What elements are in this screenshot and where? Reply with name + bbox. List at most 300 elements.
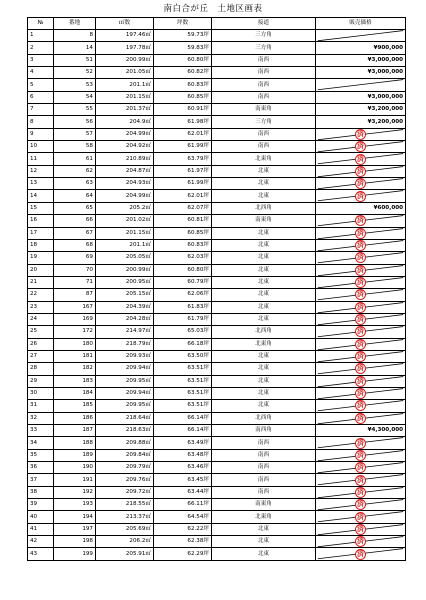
sold-seal-icon: 済 bbox=[357, 327, 364, 336]
table-row bbox=[28, 42, 406, 54]
header-area: ㎡数 bbox=[96, 18, 154, 30]
row-no: 41 bbox=[28, 523, 54, 535]
row-lot: 169 bbox=[54, 313, 96, 325]
row-price bbox=[316, 153, 406, 165]
row-no: 30 bbox=[28, 387, 54, 399]
row-price bbox=[316, 301, 406, 313]
row-area: 214.97㎡ bbox=[96, 326, 154, 338]
row-no: 4 bbox=[28, 67, 54, 79]
row-tsubo: 59.73坪 bbox=[154, 30, 212, 42]
row-tsubo: 60.91坪 bbox=[154, 104, 212, 116]
row-road: 南西 bbox=[212, 128, 316, 140]
row-price bbox=[316, 141, 406, 153]
row-no: 20 bbox=[28, 264, 54, 276]
table-row bbox=[28, 375, 406, 387]
row-lot: 58 bbox=[54, 141, 96, 153]
row-no: 19 bbox=[28, 252, 54, 264]
sold-seal-icon: 済 bbox=[357, 475, 364, 484]
row-road: 北東角 bbox=[212, 153, 316, 165]
row-no: 6 bbox=[28, 91, 54, 103]
row-tsubo: 60.85坪 bbox=[154, 91, 212, 103]
row-lot: 193 bbox=[54, 499, 96, 511]
row-tsubo: 60.83坪 bbox=[154, 79, 212, 91]
row-area: 206.2㎡ bbox=[96, 536, 154, 548]
table-row bbox=[28, 79, 406, 91]
row-road: 北東 bbox=[212, 350, 316, 362]
row-road: 北東 bbox=[212, 190, 316, 202]
row-road: 北東 bbox=[212, 239, 316, 251]
row-area: 205.05㎡ bbox=[96, 252, 154, 264]
row-lot: 57 bbox=[54, 128, 96, 140]
row-lot: 70 bbox=[54, 264, 96, 276]
table-row bbox=[28, 165, 406, 177]
row-area: 201.05㎡ bbox=[96, 67, 154, 79]
row-no: 27 bbox=[28, 350, 54, 362]
row-road: 南西角 bbox=[212, 425, 316, 437]
table-row bbox=[28, 350, 406, 362]
row-no: 21 bbox=[28, 276, 54, 288]
row-tsubo: 66.14坪 bbox=[154, 412, 212, 424]
row-lot: 8 bbox=[54, 30, 96, 42]
table-row bbox=[28, 548, 406, 560]
sold-seal-icon: 済 bbox=[357, 389, 364, 398]
row-area: 204.99㎡ bbox=[96, 128, 154, 140]
row-road: 北東 bbox=[212, 264, 316, 276]
row-price bbox=[316, 289, 406, 301]
table-row bbox=[28, 54, 406, 66]
row-tsubo: 61.99坪 bbox=[154, 141, 212, 153]
row-lot: 191 bbox=[54, 474, 96, 486]
row-lot: 189 bbox=[54, 449, 96, 461]
row-tsubo: 62.01坪 bbox=[154, 190, 212, 202]
row-price: ¥3,000,000 bbox=[316, 54, 406, 66]
table-row bbox=[28, 141, 406, 153]
row-area: 204.92㎡ bbox=[96, 141, 154, 153]
row-tsubo: 60.79坪 bbox=[154, 276, 212, 288]
sold-seal-icon: 済 bbox=[357, 241, 364, 250]
table-row bbox=[28, 178, 406, 190]
sold-seal-icon: 済 bbox=[357, 228, 364, 237]
row-price bbox=[316, 536, 406, 548]
row-no: 3 bbox=[28, 54, 54, 66]
sold-seal-icon: 済 bbox=[357, 302, 364, 311]
table-row bbox=[28, 425, 406, 437]
table-row bbox=[28, 387, 406, 399]
row-tsubo: 63.51坪 bbox=[154, 400, 212, 412]
row-lot: 197 bbox=[54, 523, 96, 535]
row-road: 南東角 bbox=[212, 215, 316, 227]
row-tsubo: 62.07坪 bbox=[154, 202, 212, 214]
table-row bbox=[28, 499, 406, 511]
row-area: 209.93㎡ bbox=[96, 350, 154, 362]
row-road: 北東 bbox=[212, 276, 316, 288]
row-tsubo: 63.51坪 bbox=[154, 375, 212, 387]
sold-seal-icon: 済 bbox=[357, 500, 364, 509]
row-no: 15 bbox=[28, 202, 54, 214]
land-parcel-table bbox=[27, 17, 406, 561]
row-no: 28 bbox=[28, 363, 54, 375]
row-lot: 198 bbox=[54, 536, 96, 548]
row-road: 北東 bbox=[212, 375, 316, 387]
row-road: 北東 bbox=[212, 548, 316, 560]
row-no: 9 bbox=[28, 128, 54, 140]
row-tsubo: 59.83坪 bbox=[154, 42, 212, 54]
row-lot: 87 bbox=[54, 289, 96, 301]
row-road: 南西 bbox=[212, 486, 316, 498]
row-lot: 183 bbox=[54, 375, 96, 387]
row-lot: 63 bbox=[54, 178, 96, 190]
row-road: 北東 bbox=[212, 400, 316, 412]
row-area: 197.78㎡ bbox=[96, 42, 154, 54]
row-area: 200.99㎡ bbox=[96, 54, 154, 66]
row-no: 10 bbox=[28, 141, 54, 153]
row-price bbox=[316, 474, 406, 486]
row-price bbox=[316, 486, 406, 498]
row-road: 南西 bbox=[212, 91, 316, 103]
row-no: 13 bbox=[28, 178, 54, 190]
row-no: 43 bbox=[28, 548, 54, 560]
table-row bbox=[28, 462, 406, 474]
row-area: 201.1㎡ bbox=[96, 239, 154, 251]
table-header-row bbox=[28, 18, 406, 30]
row-price bbox=[316, 190, 406, 202]
row-road: 北東 bbox=[212, 387, 316, 399]
row-tsubo: 60.82坪 bbox=[154, 67, 212, 79]
row-no: 32 bbox=[28, 412, 54, 424]
row-no: 16 bbox=[28, 215, 54, 227]
row-tsubo: 60.80坪 bbox=[154, 54, 212, 66]
row-area: 209.94㎡ bbox=[96, 363, 154, 375]
row-price bbox=[316, 511, 406, 523]
row-no: 35 bbox=[28, 449, 54, 461]
row-no: 14 bbox=[28, 190, 54, 202]
row-lot: 187 bbox=[54, 425, 96, 437]
table-row bbox=[28, 276, 406, 288]
sold-seal-icon: 済 bbox=[357, 549, 364, 558]
row-no: 7 bbox=[28, 104, 54, 116]
row-road: 北東 bbox=[212, 178, 316, 190]
sold-seal-icon: 済 bbox=[357, 339, 364, 348]
row-tsubo: 60.85坪 bbox=[154, 227, 212, 239]
row-road: 南東角 bbox=[212, 499, 316, 511]
sold-seal-icon: 済 bbox=[357, 450, 364, 459]
row-no: 11 bbox=[28, 153, 54, 165]
sold-seal-icon: 済 bbox=[357, 265, 364, 274]
row-road: 北東角 bbox=[212, 338, 316, 350]
page-title: 南白合が丘 土地区画表 bbox=[163, 4, 263, 14]
row-lot: 199 bbox=[54, 548, 96, 560]
row-lot: 55 bbox=[54, 104, 96, 116]
table-row bbox=[28, 239, 406, 251]
row-road: 南西 bbox=[212, 141, 316, 153]
row-area: 201.1㎡ bbox=[96, 79, 154, 91]
row-lot: 51 bbox=[54, 54, 96, 66]
sold-seal-icon: 済 bbox=[357, 524, 364, 533]
row-lot: 181 bbox=[54, 350, 96, 362]
table-row bbox=[28, 91, 406, 103]
header-lot: 番地 bbox=[54, 18, 96, 30]
row-no: 12 bbox=[28, 165, 54, 177]
sold-seal-icon: 済 bbox=[357, 216, 364, 225]
row-area: 201.02㎡ bbox=[96, 215, 154, 227]
row-lot: 14 bbox=[54, 42, 96, 54]
row-lot: 188 bbox=[54, 437, 96, 449]
row-area: 204.87㎡ bbox=[96, 165, 154, 177]
row-no: 8 bbox=[28, 116, 54, 128]
table-row bbox=[28, 363, 406, 375]
row-price bbox=[316, 313, 406, 325]
row-no: 22 bbox=[28, 289, 54, 301]
row-road: 南西 bbox=[212, 449, 316, 461]
row-lot: 61 bbox=[54, 153, 96, 165]
row-area: 201.37㎡ bbox=[96, 104, 154, 116]
row-area: 209.79㎡ bbox=[96, 462, 154, 474]
row-price: ¥3,000,000 bbox=[316, 91, 406, 103]
row-area: 204.93㎡ bbox=[96, 178, 154, 190]
sold-seal-icon: 済 bbox=[357, 376, 364, 385]
row-no: 23 bbox=[28, 301, 54, 313]
row-area: 209.95㎡ bbox=[96, 400, 154, 412]
row-area: 209.84㎡ bbox=[96, 449, 154, 461]
row-tsubo: 62.01坪 bbox=[154, 128, 212, 140]
row-road: 三方角 bbox=[212, 30, 316, 42]
row-tsubo: 61.99坪 bbox=[154, 178, 212, 190]
row-area: 197.46㎡ bbox=[96, 30, 154, 42]
row-lot: 64 bbox=[54, 190, 96, 202]
sold-seal-icon: 済 bbox=[357, 253, 364, 262]
row-area: 218.79㎡ bbox=[96, 338, 154, 350]
row-no: 17 bbox=[28, 227, 54, 239]
row-price bbox=[316, 227, 406, 239]
sold-seal-icon: 済 bbox=[357, 487, 364, 496]
row-lot: 190 bbox=[54, 462, 96, 474]
row-area: 213.37㎡ bbox=[96, 511, 154, 523]
row-tsubo: 62.29坪 bbox=[154, 548, 212, 560]
row-tsubo: 62.03坪 bbox=[154, 252, 212, 264]
row-no: 42 bbox=[28, 536, 54, 548]
row-area: 200.99㎡ bbox=[96, 264, 154, 276]
row-road: 北東 bbox=[212, 313, 316, 325]
header-road: 接道 bbox=[212, 18, 316, 30]
sold-seal-icon: 済 bbox=[357, 191, 364, 200]
row-price bbox=[316, 449, 406, 461]
sold-seal-icon: 済 bbox=[357, 512, 364, 521]
row-tsubo: 61.97坪 bbox=[154, 165, 212, 177]
row-price bbox=[316, 326, 406, 338]
row-area: 205.69㎡ bbox=[96, 523, 154, 535]
table-row bbox=[28, 227, 406, 239]
row-lot: 186 bbox=[54, 412, 96, 424]
row-road: 北西角 bbox=[212, 202, 316, 214]
row-tsubo: 63.48坪 bbox=[154, 449, 212, 461]
row-price bbox=[316, 412, 406, 424]
sold-seal-icon: 済 bbox=[357, 179, 364, 188]
row-lot: 52 bbox=[54, 67, 96, 79]
row-tsubo: 61.98坪 bbox=[154, 116, 212, 128]
row-road: 南西 bbox=[212, 462, 316, 474]
table-row bbox=[28, 202, 406, 214]
row-road: 北東 bbox=[212, 301, 316, 313]
row-area: 209.72㎡ bbox=[96, 486, 154, 498]
row-road: 南東角 bbox=[212, 104, 316, 116]
row-area: 209.76㎡ bbox=[96, 474, 154, 486]
row-lot: 56 bbox=[54, 116, 96, 128]
table-row bbox=[28, 289, 406, 301]
row-price bbox=[316, 462, 406, 474]
row-price: ¥4,300,000 bbox=[316, 425, 406, 437]
row-road: 北東 bbox=[212, 536, 316, 548]
row-price bbox=[316, 79, 406, 91]
row-area: 209.88㎡ bbox=[96, 437, 154, 449]
row-no: 38 bbox=[28, 486, 54, 498]
row-no: 33 bbox=[28, 425, 54, 437]
row-lot: 54 bbox=[54, 91, 96, 103]
row-lot: 182 bbox=[54, 363, 96, 375]
sold-seal-icon: 済 bbox=[357, 315, 364, 324]
row-tsubo: 63.45坪 bbox=[154, 474, 212, 486]
sold-seal-icon: 済 bbox=[357, 154, 364, 163]
table-row bbox=[28, 215, 406, 227]
row-price bbox=[316, 499, 406, 511]
row-no: 25 bbox=[28, 326, 54, 338]
row-road: 北西角 bbox=[212, 412, 316, 424]
row-price bbox=[316, 437, 406, 449]
row-road: 北東 bbox=[212, 165, 316, 177]
row-price bbox=[316, 215, 406, 227]
row-road: 北東 bbox=[212, 289, 316, 301]
row-road: 三方角 bbox=[212, 116, 316, 128]
row-lot: 69 bbox=[54, 252, 96, 264]
table-row bbox=[28, 116, 406, 128]
row-road: 南西 bbox=[212, 54, 316, 66]
row-lot: 180 bbox=[54, 338, 96, 350]
table-row bbox=[28, 313, 406, 325]
row-price: ¥3,200,000 bbox=[316, 104, 406, 116]
row-tsubo: 63.79坪 bbox=[154, 153, 212, 165]
table-row bbox=[28, 338, 406, 350]
row-tsubo: 63.50坪 bbox=[154, 350, 212, 362]
row-lot: 53 bbox=[54, 79, 96, 91]
row-no: 18 bbox=[28, 239, 54, 251]
row-lot: 167 bbox=[54, 301, 96, 313]
header-tsubo: 坪数 bbox=[154, 18, 212, 30]
table-row bbox=[28, 511, 406, 523]
row-road: 南西 bbox=[212, 79, 316, 91]
sold-seal-icon: 済 bbox=[357, 290, 364, 299]
row-road: 三方角 bbox=[212, 42, 316, 54]
sold-seal-icon: 済 bbox=[357, 166, 364, 175]
table-row bbox=[28, 252, 406, 264]
row-no: 40 bbox=[28, 511, 54, 523]
table-row bbox=[28, 449, 406, 461]
sold-seal-icon: 済 bbox=[357, 463, 364, 472]
row-tsubo: 61.79坪 bbox=[154, 313, 212, 325]
row-no: 37 bbox=[28, 474, 54, 486]
row-tsubo: 63.51坪 bbox=[154, 387, 212, 399]
table-row bbox=[28, 474, 406, 486]
row-area: 209.94㎡ bbox=[96, 387, 154, 399]
row-no: 29 bbox=[28, 375, 54, 387]
row-area: 204.28㎡ bbox=[96, 313, 154, 325]
row-tsubo: 63.49坪 bbox=[154, 437, 212, 449]
row-tsubo: 63.44坪 bbox=[154, 486, 212, 498]
row-lot: 67 bbox=[54, 227, 96, 239]
row-area: 204.9㎡ bbox=[96, 116, 154, 128]
row-area: 218.55㎡ bbox=[96, 499, 154, 511]
row-lot: 192 bbox=[54, 486, 96, 498]
row-tsubo: 63.46坪 bbox=[154, 462, 212, 474]
row-price bbox=[316, 338, 406, 350]
table-row bbox=[28, 437, 406, 449]
row-tsubo: 66.18坪 bbox=[154, 338, 212, 350]
row-tsubo: 60.81坪 bbox=[154, 215, 212, 227]
row-road: 北東角 bbox=[212, 511, 316, 523]
row-lot: 66 bbox=[54, 215, 96, 227]
row-price bbox=[316, 165, 406, 177]
strike-through-line bbox=[316, 30, 405, 41]
row-price bbox=[316, 387, 406, 399]
row-no: 39 bbox=[28, 499, 54, 511]
row-road: 南西 bbox=[212, 437, 316, 449]
sold-seal-icon: 済 bbox=[357, 142, 364, 151]
row-area: 205.15㎡ bbox=[96, 289, 154, 301]
row-price bbox=[316, 128, 406, 140]
row-lot: 65 bbox=[54, 202, 96, 214]
row-road: 北東 bbox=[212, 227, 316, 239]
row-price bbox=[316, 178, 406, 190]
row-price bbox=[316, 523, 406, 535]
row-area: 204.99㎡ bbox=[96, 190, 154, 202]
table-row bbox=[28, 486, 406, 498]
table-row bbox=[28, 104, 406, 116]
row-area: 205.91㎡ bbox=[96, 548, 154, 560]
table-row bbox=[28, 536, 406, 548]
row-road: 北東 bbox=[212, 363, 316, 375]
sold-seal-icon: 済 bbox=[357, 413, 364, 422]
row-road: 南西 bbox=[212, 474, 316, 486]
row-tsubo: 63.51坪 bbox=[154, 363, 212, 375]
row-tsubo: 62.22坪 bbox=[154, 523, 212, 535]
row-lot: 62 bbox=[54, 165, 96, 177]
table-row bbox=[28, 190, 406, 202]
row-no: 36 bbox=[28, 462, 54, 474]
row-lot: 71 bbox=[54, 276, 96, 288]
row-road: 南西 bbox=[212, 67, 316, 79]
row-no: 31 bbox=[28, 400, 54, 412]
row-price bbox=[316, 239, 406, 251]
row-price bbox=[316, 252, 406, 264]
table-row bbox=[28, 412, 406, 424]
row-tsubo: 65.03坪 bbox=[154, 326, 212, 338]
row-area: 204.39㎡ bbox=[96, 301, 154, 313]
row-lot: 185 bbox=[54, 400, 96, 412]
table-row bbox=[28, 67, 406, 79]
row-road: 北西角 bbox=[212, 326, 316, 338]
row-lot: 184 bbox=[54, 387, 96, 399]
row-road: 北東 bbox=[212, 252, 316, 264]
row-lot: 68 bbox=[54, 239, 96, 251]
row-price: ¥900,000 bbox=[316, 42, 406, 54]
row-no: 2 bbox=[28, 42, 54, 54]
row-area: 209.95㎡ bbox=[96, 375, 154, 387]
sold-seal-icon: 済 bbox=[357, 537, 364, 546]
row-area: 205.2㎡ bbox=[96, 202, 154, 214]
row-tsubo: 62.38坪 bbox=[154, 536, 212, 548]
row-price bbox=[316, 375, 406, 387]
row-area: 218.63㎡ bbox=[96, 425, 154, 437]
row-lot: 172 bbox=[54, 326, 96, 338]
table-row bbox=[28, 301, 406, 313]
